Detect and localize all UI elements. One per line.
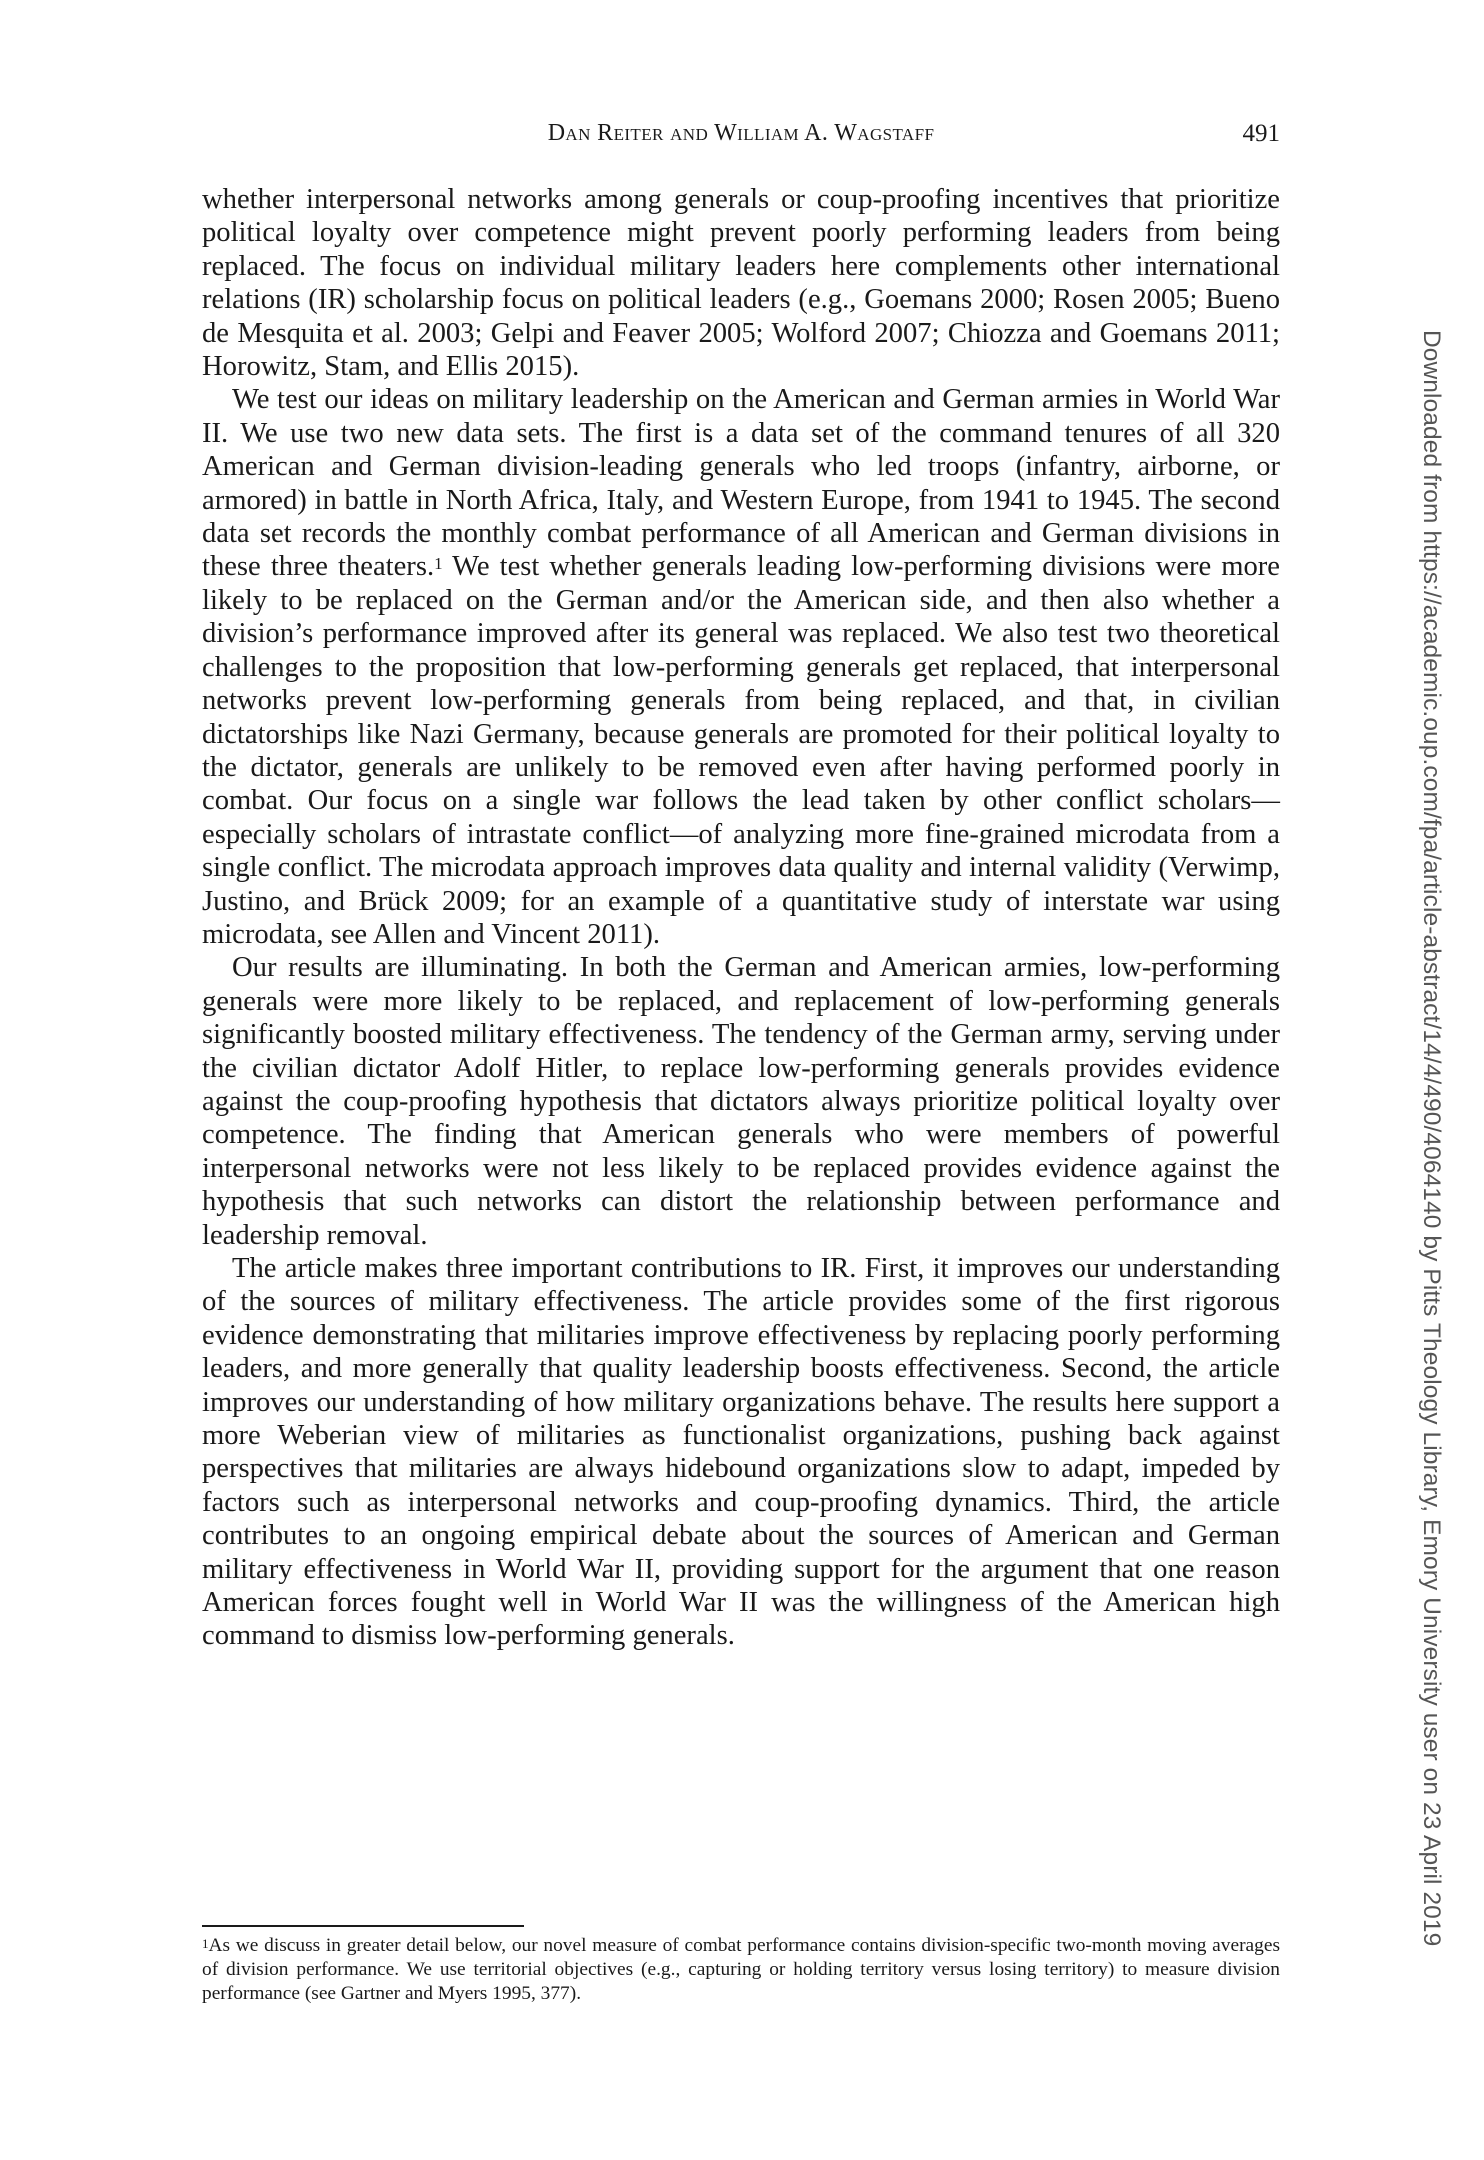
paragraph-2-text-after-note: We test whether generals leading low-performing divisions were more likely to be replaced on the German and/or the American side, and then also whether a division’s performance improved after its general was replaced. We also test two theoretical challenges to the proposition that low-performing generals get replaced, that interpersonal networks prevent low-performing generals from being replaced, and that, in civilian dictatorships like Nazi Germany, because generals are promoted for their political loyalty to the dictator, generals are unlikely to be removed even after having performed poorly in combat. Our focus on a single war follows the lead taken by other conflict scholars—especially scholars of intrastate conflict—of analyzing more fine-grained microdata from a single conflict. The microdata approach improves data quality and internal validity (Verwimp, Justino, and Brück 2009; for an example of a quantitative study of interstate war using microdata, see Allen and Vincent 2011). bbox=[202, 551, 1280, 950]
footnotes bbox=[202, 1934, 1280, 2007]
download-watermark: Downloaded from https://academic.oup.com/fpa/article-abstract/14/4/490/4064140 by Pitts Theology Library, Emory University user on 23 April 2019 bbox=[1418, 330, 1445, 1947]
page-number: 491 bbox=[1242, 120, 1280, 147]
footnote-1-mark: 1 bbox=[202, 1936, 209, 1951]
footnote-reference-1[interactable]: 1 bbox=[434, 554, 443, 574]
paragraph-1: whether interpersonal networks among generals or coup-proofing incentives that prioritize political loyalty over competence might prevent poorly performing leaders from being replaced. The focus on individual military leaders here complements other international relations (IR) scholarship focus on political leaders (e.g., Goemans 2000; Rosen 2005; Bueno de Mesquita et al. 2003; Gelpi and Feaver 2005; Wolford 2007; Chiozza and Goemans 2011; Horowitz, Stam, and Ellis 2015). bbox=[202, 184, 1280, 383]
footnote-1-text: As we discuss in greater detail below, our novel measure of combat performance contains division-specific two-month moving averages of division performance. We use territorial objectives (e.g., capturing or holding territory versus losing territory) to measure division performance (see Gartner and Myers 1995, 377). bbox=[202, 1935, 1280, 2005]
footnote-1 bbox=[202, 1934, 1280, 2007]
paragraph-2-text-before-note: We test our ideas on military leadership on the American and German armies in World War II. We use two new data sets. The first is a data set of the command tenures of all 320 American and German division-leading generals who led troops (infantry, airborne, or armored) in battle in North Africa, Italy, and Western Europe, from 1941 to 1945. The second data set records the monthly combat performance of all American and German divisions in these three theaters. bbox=[202, 384, 1280, 583]
paragraph-2 bbox=[202, 383, 1280, 951]
body-text bbox=[202, 183, 1280, 1653]
footnote-divider bbox=[202, 1925, 524, 1927]
paragraph-4: The article makes three important contributions to IR. First, it improves our understanding of the sources of military effectiveness. The article provides some of the first rigorous evidence demonstrating that militaries improve effectiveness by replacing poorly performing leaders, and more generally that quality leadership boosts effectiveness. Second, the article improves our understanding of how military organizations behave. The results here support a more Weberian view of militaries as functionalist organizations, pushing back against perspectives that militaries are always hidebound organizations slow to adapt, impeded by factors such as interpersonal networks and coup-proofing dynamics. Third, the article contributes to an ongoing empirical debate about the sources of American and German military effectiveness in World War II, providing support for the argument that one reason American forces fought well in World War II was the willingness of the American high command to dismiss low-performing generals. bbox=[202, 1253, 1280, 1652]
running-title-authors: Dan Reiter and William A. Wagstaff bbox=[547, 120, 935, 146]
paragraph-3: Our results are illuminating. In both the German and American armies, low-performing generals were more likely to be replaced, and replacement of low-performing generals significantly boosted military effectiveness. The tendency of the German army, serving under the civilian dictator Adolf Hitler, to replace low-performing generals provides evidence against the coup-proofing hypothesis that dictators always prioritize political loyalty over competence. The finding that American generals who were members of powerful interpersonal networks were not less likely to be replaced provides evidence against the hypothesis that such networks can distort the relationship between performance and leadership removal. bbox=[202, 952, 1280, 1251]
running-head bbox=[202, 120, 1280, 152]
